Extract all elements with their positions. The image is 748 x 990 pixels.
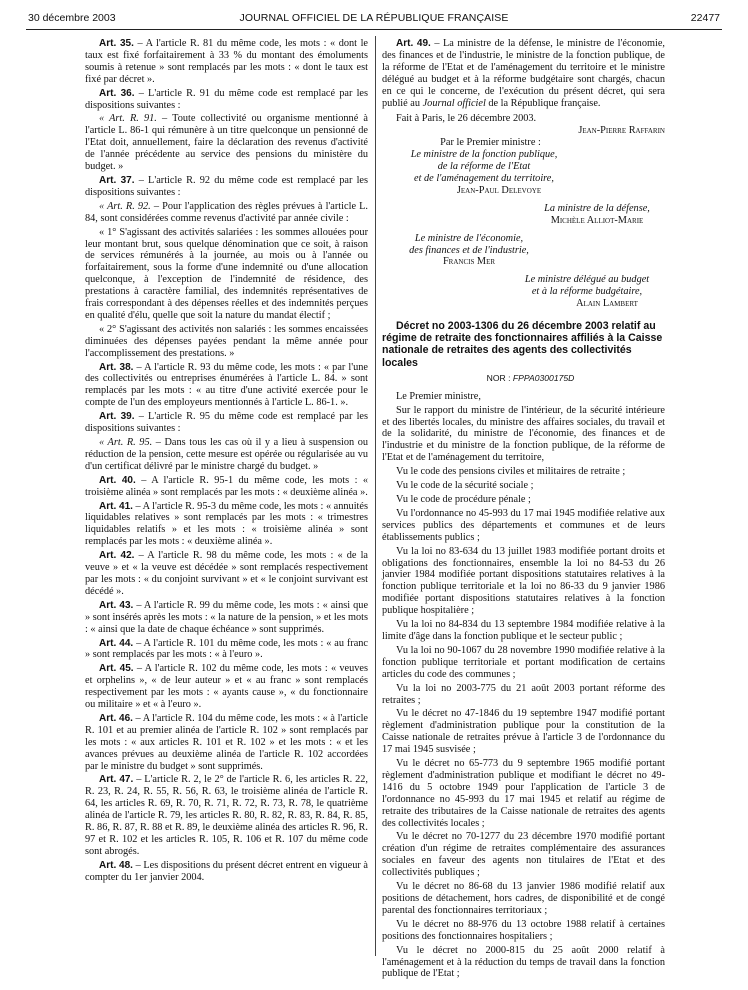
article-39: Art. 39. – L'article R. 95 du même code est remplacé par les dispositions suivantes :: [85, 411, 369, 435]
article-40: Art. 40. – A l'article R. 95-1 du même code, les mots : « troisième alinéa » sont remplacés par les mots : « deuxième alinéa ».: [85, 474, 368, 498]
article-38: Art. 38. – A l'article R. 93 du même code, les mots : « par l'une des collectivités ou entreprises énumérées à l'article L. 84. » sont remplacés par les mots : « au titre d'une activité exercée pour le compte de l'un des employeurs mentionnés à l'article L. 86-1. ».: [85, 361, 368, 409]
vu-1: Vu le code des pensions civiles et militaires de retraite ;: [396, 466, 626, 478]
signature-date: Fait à Paris, le 26 décembre 2003.: [396, 113, 537, 125]
article-37-quote: « Art. R. 92. – Pour l'application des règles prévues à l'article L. 84, sont considérées comme revenus d'activité par année civile :: [85, 200, 368, 224]
article-43: Art. 43. – A l'article R. 99 du même code, les mots : « ainsi que » sont insérés après les mots : « la nature de la pension, » et les mots : « ainsi que la date de chaque échéance » sont supprimés.: [85, 599, 369, 635]
vu-3: Vu le code de procédure pénale ;: [396, 494, 531, 505]
vu-11: Vu le décret no 70-1277 du 23 décembre 1970 modifié portant création d'un régime de retraites complémentaire des assurances sociales en faveur des agents non titulaires de l'Etat et des collectivités publiques ;: [382, 831, 665, 879]
article-42: Art. 42. – A l'article R. 98 du même code, les mots : « de la veuve » et « la veuve est décédée » sont remplacés respectivement par les mots : « du conjoint survivant » et « le conjoint survivant est décédé ».: [85, 550, 368, 597]
vu-2: Vu le code de la sécurité sociale ;: [396, 480, 534, 492]
article-45: Art. 45. – A l'article R. 102 du même code, les mots : « veuves et orphelins », « de leur auteur » et « au franc » sont remplacés respectivement par les mots : « ayants cause », « du fonctionnaire ou militaire » et « à l'euro ».: [85, 663, 368, 711]
nor-reference: NOR : FPPA0300175D: [486, 372, 575, 383]
article-35: Art. 35. – A l'article R. 81 du même code, les mots : « dont le taux est fixé forfaitairement à 33 % du montant des émoluments soumis à retenue » sont remplacés par les mots : « dont le taux est fixé par décret ».: [85, 38, 368, 85]
signature-prime-minister: Jean-Pierre Raffarin: [578, 125, 665, 137]
vu-7: Vu la loi no 90-1067 du 28 novembre 1990 modifiée relative à la fonction publique territoriale et portant modification de certains articles du code des communes ;: [382, 644, 665, 680]
signature-defense: La ministre de la défense, Michèle Alliot-Marie: [544, 202, 650, 226]
vu-9: Vu le décret no 47-1846 du 19 septembre 1947 modifié portant règlement d'administration publique pour la constitution de la Caisse nationale de retraites prévue à l'article 3 de l'ordonnance du 17 mai 1945 susvisée ;: [382, 708, 665, 756]
signature-budget: Le ministre délégué au budget et à la réforme budgétaire, Alain Lambert: [524, 274, 650, 310]
article-37: Art. 37. – L'article R. 92 du même code est remplacé par les dispositions suivantes :: [85, 174, 369, 198]
left-column: [85, 38, 368, 886]
vu-rapport: Sur le rapport du ministre de l'intérieur, de la sécurité intérieure et des libertés locales, du ministre des affaires sociales, du travail et de la solidarité, du ministre de l'économie, des finances et de l'industrie et du ministre de la fonction publique, de la réforme de l'Etat et de l'aménagement du territoire,: [382, 404, 665, 464]
vu-5: Vu la loi no 83-634 du 13 juillet 1983 modifiée portant droits et obligations des fonctionnaires, ensemble la loi no 84-53 du 26 janvier 1984 modifiée portant dispositions statutaires relatives à la fonction publique territoriale et la loi no 86-33 du 9 janvier 1986 modifiée portant dispositions statutaires relatives à la fonction publique hospitalière ;: [382, 545, 665, 617]
article-49: Art. 49. – La ministre de la défense, le ministre de l'économie, des finances et de l'industrie, le ministre de la fonction publique, de la réforme de l'Etat et de l'aménagement du territoire et le ministre délégué au budget et à la réforme budgétaire sont chargés, chacun en ce qui le concerne, de l'exécution du présent décret, qui sera publié au Journal officiel de la République française.: [382, 38, 665, 109]
article-41: Art. 41. – A l'article R. 95-3 du même code, les mots : « annuités liquidables relatives » sont remplacés par les mots : « trimestres liquidables relatifs » et les mots : « troisième alinéa » sont remplacés par les mots : « deuxième alinéa ».: [85, 500, 368, 548]
article-47: Art. 47. – L'article R. 2, le 2° de l'article R. 6, les articles R. 22, R. 23, R. 24, R. 55, R. 56, R. 63, le troisième alinéa de l'article R. 64, les articles R. 69, R. 70, R. 71, R. 72, R. 73, R. 78, le quatrième alinéa de l'article R. 79, les articles R. 80, R. 82, R. 83, R. 84, R. 85, R. 86, R. 87, R. 88 et R. 89, le deuxième alinéa des articles R. 96, R. 97 et R. 102 et les articles R. 105, R. 106 et R. 107 du même code sont abrogés.: [85, 774, 368, 857]
signature-par-premier-ministre: Par le Premier ministre :: [440, 137, 541, 149]
vu-14: Vu le décret no 2000-815 du 25 août 2000 relatif à l'aménagement et à la réduction du temps de travail dans la fonction publique de l'Etat ;: [382, 944, 665, 980]
signature-fonction-publique: Le ministre de la fonction publique, de la réforme de l'Etat et de l'aménagement du territoire, Jean-Paul Delevoye: [410, 149, 558, 196]
article-37-point-2: « 2° S'agissant des activités non salariés : les sommes encaissées diminuées des dépenses payées pendant la même année pour l'accomplissement des prestations. »: [85, 323, 368, 359]
header-date: 30 décembre 2003: [28, 12, 116, 24]
article-37-point-1: « 1° S'agissant des activités salariées : les sommes allouées pour leur montant brut, sous quelque dénomination que ce soit, à raison de services rémunérés à la journée, au mois ou à l'année ou forfaitairement, sous la forme d'une indemnité ou d'une allocation quelconque, à l'exception de l'indemnité de résidence, des prestations à caractère familial, des indemnités représentatives de frais correspondant à des dépenses réelles et des indemnités perçues en qualité d'élu, quelle que soit la nature du mandat électif ;: [85, 226, 368, 321]
article-39-quote: « Art. R. 95. – Dans tous les cas où il y a lieu à suspension ou réduction de la pension, cette mesure est opérée ou régularisée au vu d'un certificat délivré par le ministre chargé du budget. »: [85, 437, 369, 472]
column-divider: [375, 36, 376, 956]
article-48: Art. 48. – Les dispositions du présent décret entrent en vigueur à compter du 1er janvier 2004.: [85, 859, 368, 883]
article-36-quote: « Art. R. 91. – Toute collectivité ou organisme mentionné à l'article L. 86-1 qui rémunère à un titre quelconque un pensionné de l'Etat doit, annuellement, faire la déclaration des revenus d'activité de l'année précédente au service des pensions du ministère du budget. »: [85, 113, 368, 173]
right-column: [382, 38, 665, 982]
vu-12: Vu le décret no 86-68 du 13 janvier 1986 modifié relatif aux positions de détachement, hors cadres, de disponibilité et de congé parental des fonctionnaires territoriaux ;: [382, 881, 665, 916]
decree-title: Décret no 2003-1306 du 26 décembre 2003 relatif au régime de retraite des fonctionnaires affiliés à la Caisse nationale de retraites des agents des collectivités locales: [382, 320, 663, 369]
premier-ministre: Le Premier ministre,: [396, 390, 481, 402]
article-44: Art. 44. – A l'article R. 101 du même code, les mots : « au franc » sont remplacés par les mots : « à l'euro ».: [85, 637, 368, 661]
article-36: Art. 36. – L'article R. 91 du même code est remplacé par les dispositions suivantes :: [85, 87, 369, 111]
header-rule: [26, 29, 722, 30]
page-header: [28, 12, 720, 28]
signature-economie: Le ministre de l'économie, des finances et de l'industrie, Francis Mer: [409, 232, 529, 268]
vu-6: Vu la loi no 84-834 du 13 septembre 1984 modifiée relative à la limite d'âge dans la fonction publique et le secteur public ;: [382, 619, 665, 642]
header-journal-title: JOURNAL OFFICIEL DE LA RÉPUBLIQUE FRANÇAISE: [239, 12, 509, 24]
header-page-number: 22477: [690, 12, 720, 24]
vu-10: Vu le décret no 65-773 du 9 septembre 1965 modifié portant règlement d'administration publique et modifiant le décret no 49-1416 du 5 octobre 1949 pour l'application de l'article 3 de l'ordonnance no 45-993 du 17 mai 1945 et relatif au régime de retraite des tributaires de la Caisse nationale de retraites des agents des collectivités locales ;: [382, 758, 665, 829]
vu-13: Vu le décret no 88-976 du 13 octobre 1988 relatif à certaines positions des fonctionnaires hospitaliers ;: [382, 918, 665, 942]
article-46: Art. 46. – A l'article R. 104 du même code, les mots : « à l'article R. 101 et au premier alinéa de l'article R. 102 » sont remplacés par les mots : « aux articles R. 101 et R. 102 » et les mots : « et les avances prévues au deuxième alinéa de l'article R. 102 accordées par le ministre du budget » sont supprimés.: [85, 712, 369, 772]
vu-8: Vu la loi no 2003-775 du 21 août 2003 portant réforme des retraites ;: [382, 682, 665, 706]
vu-4: Vu l'ordonnance no 45-993 du 17 mai 1945 modifiée relative aux services publics des départements et communes et de leurs établissements publics ;: [382, 507, 665, 543]
